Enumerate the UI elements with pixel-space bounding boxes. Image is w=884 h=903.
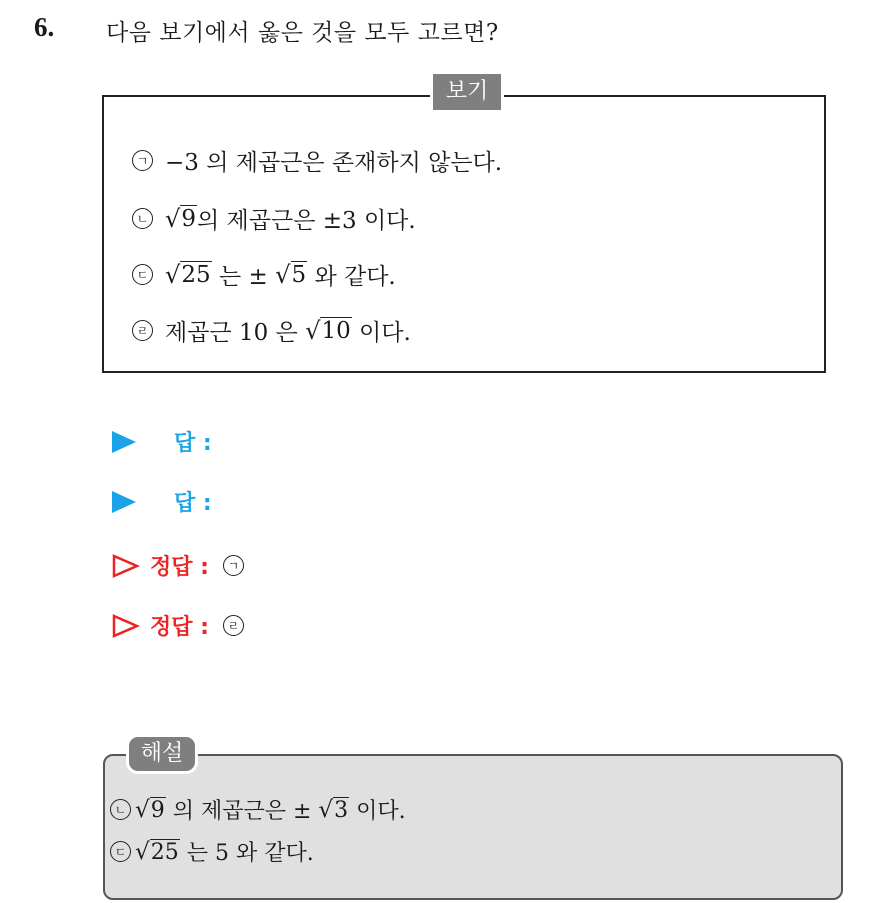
explanation-title: 해설 xyxy=(126,734,198,774)
circled-marker: ㄷ xyxy=(110,841,131,862)
circled-marker: ㄱ xyxy=(223,555,244,576)
sqrt-expression: √ 5 xyxy=(275,260,307,289)
circled-marker: ㄷ xyxy=(132,264,153,285)
bogi-item-2 xyxy=(132,202,416,235)
outline-arrow-icon xyxy=(112,614,140,638)
answer-label: 답 : xyxy=(174,491,212,516)
bogi-item-4 xyxy=(132,314,411,347)
sqrt-expression: √ 25 xyxy=(135,838,179,865)
correct-answer-value xyxy=(223,615,244,636)
bogi-item-1 xyxy=(132,144,502,177)
question-text: 다음 보기에서 옳은 것을 모두 고르면? xyxy=(106,20,499,46)
explanation-line-1 xyxy=(110,794,406,825)
radical-sign-icon: √ xyxy=(165,204,181,233)
answer-label: 답 : xyxy=(174,431,212,456)
correct-answer-label: 정답 : xyxy=(150,555,209,580)
radical-sign-icon: √ xyxy=(275,260,291,289)
sqrt-expression: √ 10 xyxy=(305,316,351,345)
radical-sign-icon: √ xyxy=(305,316,321,345)
correct-answer-row-1 xyxy=(112,550,244,581)
outline-arrow-icon xyxy=(112,554,140,578)
bogi-item-text: −3 의 제곱근은 존재하지 않는다. xyxy=(165,150,503,176)
question-number: 6. xyxy=(34,12,55,42)
play-arrow-icon xyxy=(112,491,136,513)
play-arrow-icon xyxy=(112,431,136,453)
correct-answer-value xyxy=(223,555,244,576)
bogi-title: 보기 xyxy=(430,74,504,110)
radical-sign-icon: √ xyxy=(135,838,150,865)
sqrt-expression: √ 9 xyxy=(135,796,165,823)
answer-row-1[interactable] xyxy=(112,426,212,457)
answer-row-2[interactable] xyxy=(112,486,212,517)
explanation-text: 는 5 와 같다. xyxy=(179,841,314,866)
correct-answer-label: 정답 : xyxy=(150,615,209,640)
bogi-item-text: 와 같다. xyxy=(307,264,396,290)
correct-answer-row-2 xyxy=(112,610,244,641)
circled-marker: ㄱ xyxy=(132,150,153,171)
sqrt-expression: √ 9 xyxy=(165,204,197,233)
explanation-text: 이다. xyxy=(349,799,406,824)
explanation-mid: 의 제곱근은 ± xyxy=(165,799,319,824)
explanation-line-2 xyxy=(110,836,314,867)
bogi-item-prefix: 제곱근 10 은 xyxy=(165,320,306,346)
bogi-item-text: 이다. xyxy=(351,320,411,346)
bogi-item-text: 의 제곱근은 ±3 이다. xyxy=(197,208,416,234)
sqrt-expression: √ 25 xyxy=(165,260,211,289)
circled-marker: ㄹ xyxy=(132,320,153,341)
radical-sign-icon: √ xyxy=(318,796,334,823)
bogi-item-mid: 는 ± xyxy=(211,264,276,290)
radical-sign-icon: √ xyxy=(135,796,150,823)
circled-marker: ㄹ xyxy=(223,615,244,636)
circled-marker: ㄴ xyxy=(132,208,153,229)
sqrt-expression: √ 3 xyxy=(318,796,349,823)
explanation-box xyxy=(103,754,843,900)
radical-sign-icon: √ xyxy=(165,260,181,289)
circled-marker: ㄴ xyxy=(110,799,131,820)
bogi-item-3 xyxy=(132,258,396,291)
